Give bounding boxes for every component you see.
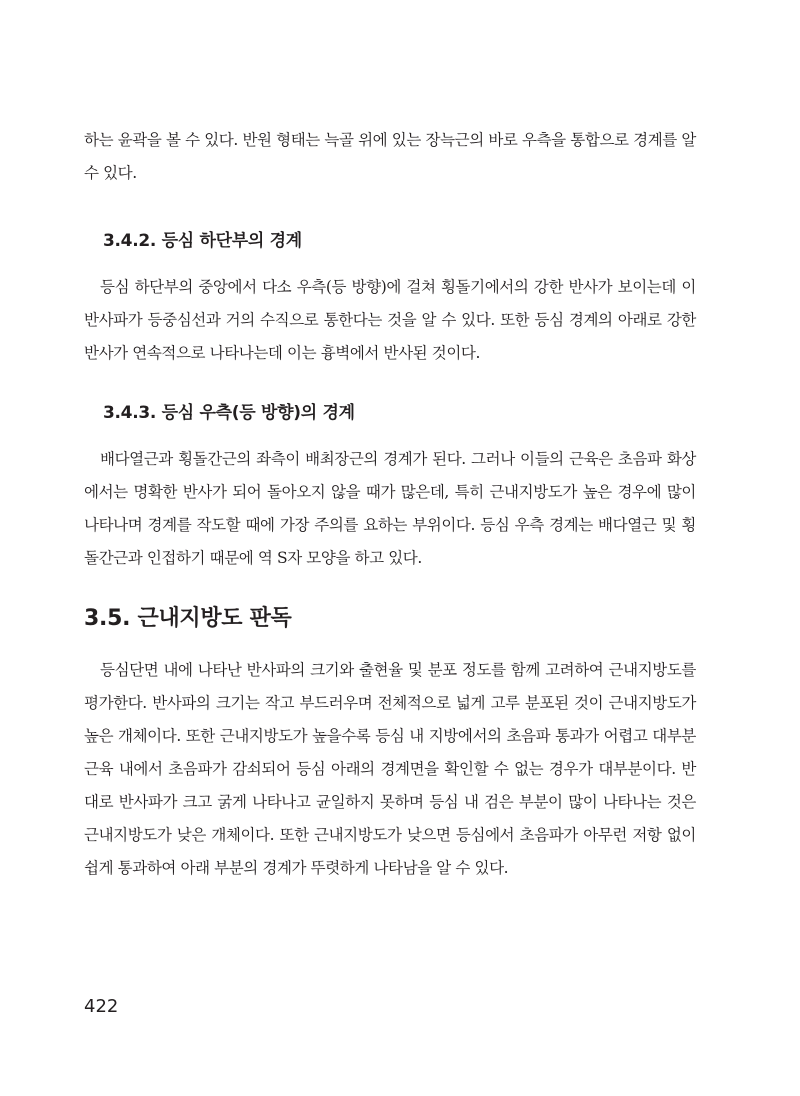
section-body-3-5: 등심단면 내에 나타난 반사파의 크기와 출현율 및 분포 정도를 함께 고려하여 근내지방도를 평가한다. 반사파의 크기는 작고 부드러우며 전체적으로 넓게 고루 분포된 것이 근내지방도가 높은 개체이다. 또한 근내지방도가 높을수록 등심 내 지방에서의 초음파 통과가 어렵고 대부분 근육 내에서 초음파가 감쇠되어 등심 아래의 경계면을 확인할 수 없는 경우가 대부분이다. 반대로 반사파가 크고 굵게 나타나고 균일하지 못하며 등심 내 검은 부분이 많이 나타나는 것은 근내지방도가 낮은 개체이다. 또한 근내지방도가 낮으면 등심에서 초음파가 아무런 저항 없이 쉽게 통과하여 아래 부분의 경계가 뚜렷하게 나타남을 알 수 있다. [84,661,696,877]
section-body-3-4-2: 등심 하단부의 중앙에서 다소 우측(등 방향)에 걸쳐 횡돌기에서의 강한 반사가 보이는데 이 반사파가 등중심선과 거의 수직으로 통한다는 것을 알 수 있다. 또한 등심 경계의 아래로 강한 반사가 연속적으로 나타나는데 이는 흉벽에서 반사된 것이다. [84,278,696,362]
page-number: 422 [84,996,119,1017]
page-content [84,124,696,885]
section-body-3-4-3: 배다열근과 횡돌간근의 좌측이 배최장근의 경계가 된다. 그러나 이들의 근육은 초음파 화상에서는 명확한 반사가 되어 돌아오지 않을 때가 많은데, 특히 근내지방도가 높은 경우에 많이 나타나며 경계를 작도할 때에 가장 주의를 요하는 부위이다. 등심 우측 경계는 배다열근 및 횡돌간근과 인접하기 때문에 역 S자 모양을 하고 있다. [84,450,696,567]
intro-paragraph: 하는 윤곽을 볼 수 있다. 반원 형태는 늑골 위에 있는 장늑근의 바로 우측을 통합으로 경계를 알 수 있다. [84,131,696,182]
section-heading-3-5: 3.5. 근내지방도 판독 [84,606,292,631]
section-heading-3-4-2: 3.4.2. 등심 하단부의 경계 [103,231,302,251]
section-heading-3-4-3: 3.4.3. 등심 우측(등 방향)의 경계 [103,403,355,423]
